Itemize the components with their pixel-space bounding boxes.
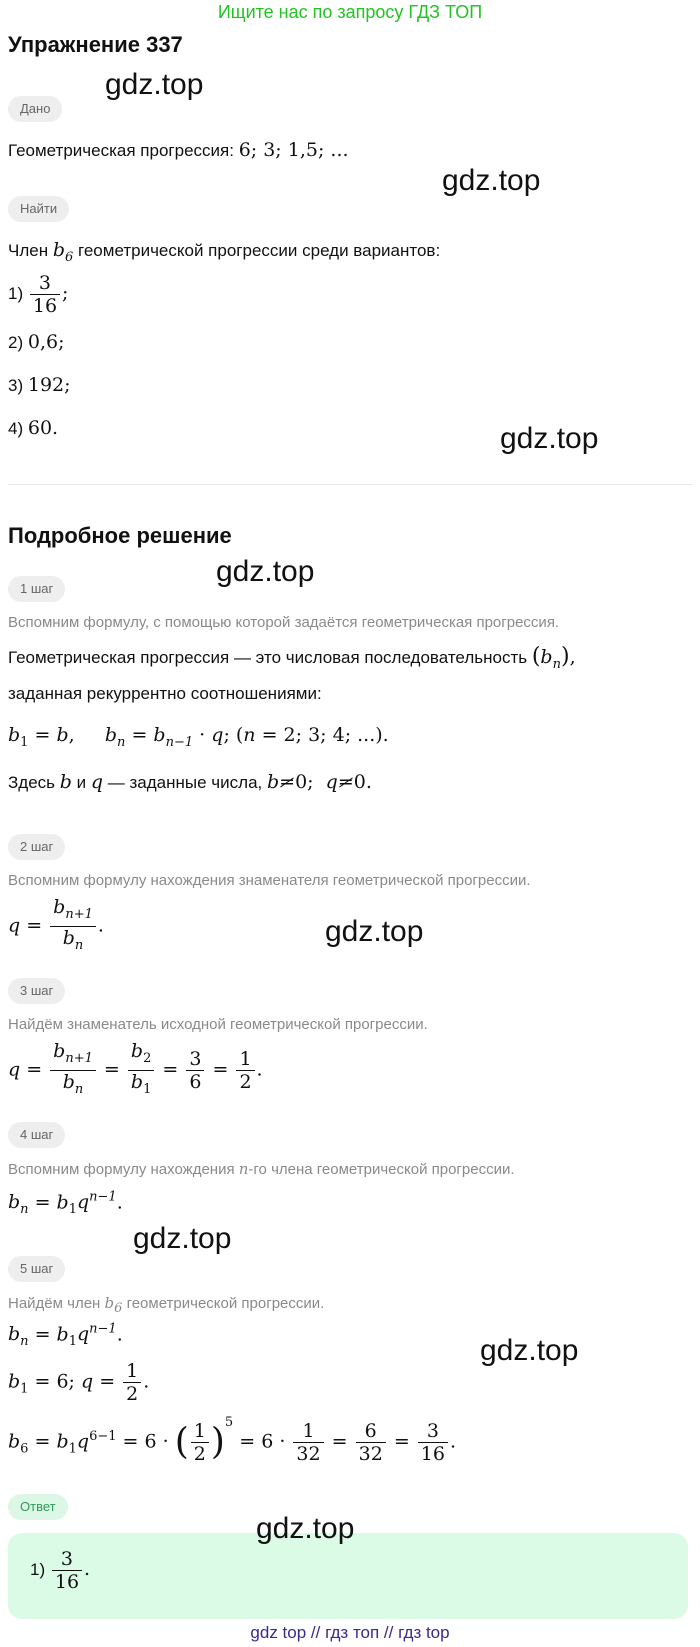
watermark: gdz.top [500, 422, 599, 455]
option-suffix: ; [62, 281, 69, 304]
step-2-hint: Вспомним формулу нахождения знаменателя геометрической прогрессии. [8, 872, 531, 889]
answer-label: Ответ [8, 1494, 68, 1520]
nth-term-formula: $b_n = b_1q^{n-1}$. [8, 1190, 123, 1218]
answer-value: 1) $\frac{3}{16}$ . [30, 1548, 91, 1593]
note-and: и [76, 773, 87, 792]
hint-after: -го члена геометрической прогрессии. [248, 1161, 515, 1178]
watermark: gdz.top [480, 1334, 579, 1367]
find-label: Найти [8, 196, 69, 222]
option-value: 60. [27, 417, 59, 439]
given-sequence: 6; 3; 1,5; ... [238, 139, 349, 161]
option-fraction: $\frac{3}{16}$ [30, 272, 60, 317]
definition-text: Геометрическая прогрессия — это числовая последовательность [8, 648, 528, 667]
initial-values: $b_1 = 6$; q = $\frac{1}{2}$ . [8, 1360, 150, 1405]
step-5-hint: Найдём член $b_6$ геометрической прогрессии. [8, 1294, 325, 1316]
step-1-note: Здесь b и q — заданные числа, b=0; q=0. [8, 771, 372, 793]
page-title: Упражнение 337 [8, 32, 183, 57]
given-label: Дано [8, 96, 62, 122]
footer-links[interactable]: gdz top // гдз топ // гдз top [250, 1623, 450, 1642]
hint-before: Найдём член [8, 1295, 101, 1312]
step-1-text: Геометрическая прогрессия — это числовая последовательность $(b_n)$, [8, 644, 576, 672]
search-banner: Ищите нас по запросу ГДЗ ТОП [217, 2, 483, 22]
watermark: gdz.top [442, 164, 541, 197]
recurrence-formula: $b_1 = b$, $b_n = b_{n-1} \cdot q$; (n = 2; 3; 4; ...). [8, 724, 389, 750]
option-2 [8, 330, 64, 355]
watermark: gdz.top [256, 1512, 355, 1545]
step-1-label: 1 шаг [8, 576, 65, 602]
option-number: 1) [8, 283, 24, 303]
solution-heading: Подробное решение [8, 523, 232, 548]
option-value: 0,6; [27, 331, 65, 353]
given-text: Геометрическая прогрессия: [8, 141, 234, 160]
find-text-after: геометрической прогрессии среди вариантов: [78, 241, 441, 260]
find-line [8, 238, 440, 270]
option-value: 192; [27, 374, 71, 396]
watermark: gdz.top [133, 1222, 232, 1255]
option-number: 2) [8, 333, 24, 352]
option-number: 3) [8, 376, 24, 395]
option-3 [8, 373, 71, 398]
option-1 [8, 272, 68, 317]
hint-after: геометрической прогрессии. [126, 1295, 325, 1312]
b6-calculation: $b_6 = b_1q^{6-1} = 6$ · ( $\frac{1}{2}$ )$^5$ = 6 · $\frac{1}{32}$ = $\frac{6}{32}$ = $\frac{3}{16}$ . [8, 1415, 457, 1465]
section-divider [8, 484, 692, 485]
find-text-before: Член [8, 241, 49, 260]
note-given: — заданные числа, [107, 773, 263, 792]
watermark: gdz.top [105, 68, 204, 101]
step-4-hint: Вспомним формулу нахождения n-го члена геометрической прогрессии. [8, 1160, 515, 1178]
step-3-hint: Найдём знаменатель исходной геометрической прогрессии. [8, 1016, 428, 1033]
step-5-label: 5 шаг [8, 1256, 65, 1282]
ratio-formula: q = $\frac{b_{n+1}}{b_n}$ . [8, 896, 104, 953]
answer-fraction: $\frac{3}{16}$ [52, 1548, 82, 1593]
step-2-label: 2 шаг [8, 834, 65, 860]
step-3-label: 3 шаг [8, 978, 65, 1004]
nth-term-formula-repeat: $b_n = b_1q^{n-1}$. [8, 1322, 123, 1350]
step-4-label: 4 шаг [8, 1122, 65, 1148]
answer-number: 1) [30, 1559, 46, 1579]
option-4 [8, 416, 58, 441]
note-here: Здесь [8, 773, 55, 792]
step-1-text2: заданная рекуррентно соотношениями: [8, 684, 322, 703]
hint-before: Вспомним формулу нахождения [8, 1161, 235, 1178]
option-number: 4) [8, 419, 24, 438]
given-line [8, 138, 349, 163]
ratio-calculation: q = $\frac{b_{n+1}}{b_n}$ = $\frac{b_2}{b_1}$ = $\frac{3}{6}$ = $\frac{1}{2}$ . [8, 1040, 263, 1097]
step-1-hint: Вспомним формулу, с помощью которой задаётся геометрическая прогрессия. [8, 614, 560, 631]
find-term: $b_6$ [52, 239, 74, 265]
watermark: gdz.top [216, 555, 315, 588]
watermark: gdz.top [325, 915, 424, 948]
